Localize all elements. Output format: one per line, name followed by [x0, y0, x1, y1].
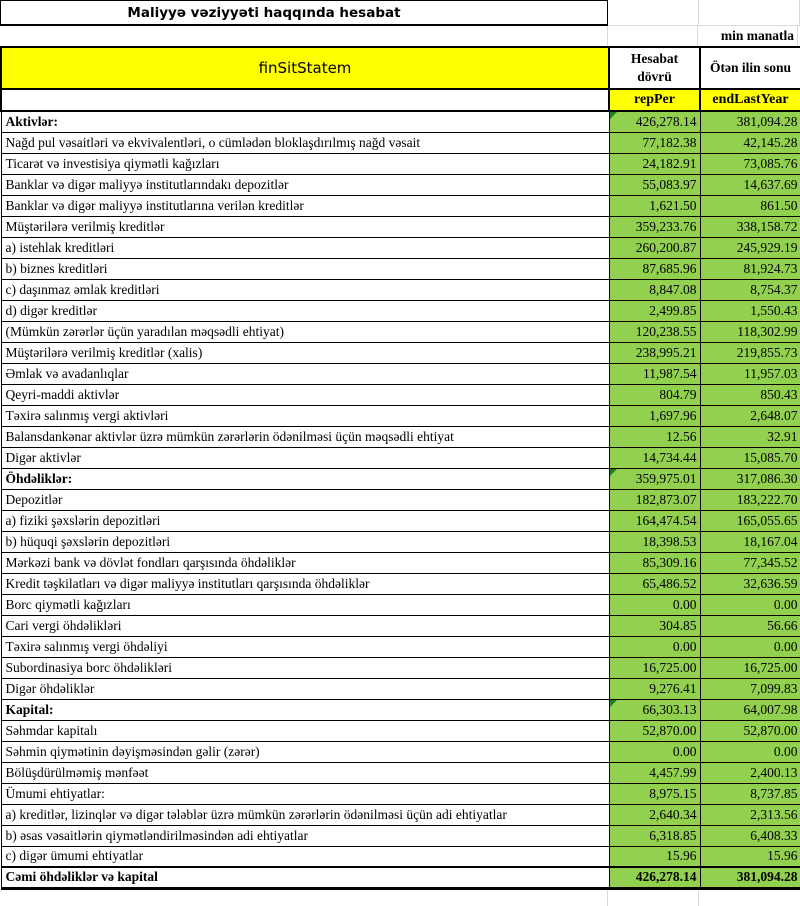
- table-row: [1, 468, 800, 489]
- cell-corner-marker: [610, 700, 617, 707]
- value-end-last-year: 77,345.52: [700, 552, 800, 573]
- value-end-last-year: 0.00: [700, 741, 800, 762]
- table-row: [1, 804, 800, 825]
- value-end-last-year: 0.00: [700, 594, 800, 615]
- value-reporting-period: 24,182.91: [609, 153, 700, 174]
- row-label: Digər öhdəliklər: [1, 678, 609, 699]
- row-label: Əmlak və avadanlıqlar: [1, 363, 609, 384]
- row-label: Ticarət və investisiya qiymətli kağızları: [1, 153, 609, 174]
- row-label: Ümumi ehtiyatlar:: [1, 783, 609, 804]
- row-label: c) digər ümumi ehtiyatlar: [1, 846, 609, 867]
- table-row: [1, 762, 800, 783]
- value-end-last-year: 381,094.28: [700, 867, 800, 888]
- value-end-last-year: 15.96: [700, 846, 800, 867]
- value-reporting-period: 164,474.54: [609, 510, 700, 531]
- value-reporting-period: 4,457.99: [609, 762, 700, 783]
- value-end-last-year: 165,055.65: [700, 510, 800, 531]
- value-end-last-year: 16,725.00: [700, 657, 800, 678]
- value-reporting-period: 2,499.85: [609, 300, 700, 321]
- row-label: Səhmin qiymətinin dəyişməsindən gəlir (zərər): [1, 741, 609, 762]
- value-end-last-year: 64,007.98: [700, 699, 800, 720]
- value-reporting-period: 12.56: [609, 426, 700, 447]
- row-label: Cəmi öhdəliklər və kapital: [1, 867, 609, 888]
- empty-cell: [1, 89, 609, 111]
- table-row: [1, 510, 800, 531]
- table-row: [1, 300, 800, 321]
- value-end-last-year: 56.66: [700, 615, 800, 636]
- title-row: [0, 0, 800, 26]
- value-end-last-year: 2,400.13: [700, 762, 800, 783]
- value-end-last-year: 2,648.07: [700, 405, 800, 426]
- value-reporting-period: 0.00: [609, 636, 700, 657]
- table-row: [1, 111, 800, 132]
- value-reporting-period: 8,975.15: [609, 783, 700, 804]
- value-end-last-year: 42,145.28: [700, 132, 800, 153]
- value-reporting-period: 804.79: [609, 384, 700, 405]
- row-label: Müştərilərə verilmiş kreditlər (xalis): [1, 342, 609, 363]
- row-label: b) biznes kreditləri: [1, 258, 609, 279]
- empty-grid-cell: [699, 0, 800, 26]
- table-row: [1, 825, 800, 846]
- value-end-last-year: 245,929.19: [700, 237, 800, 258]
- value-reporting-period: 11,987.54: [609, 363, 700, 384]
- value-reporting-period: 65,486.52: [609, 573, 700, 594]
- value-reporting-period: 16,725.00: [609, 657, 700, 678]
- unit-note: min manatla: [720, 28, 794, 43]
- table-row: [1, 447, 800, 468]
- value-end-last-year: 32.91: [700, 426, 800, 447]
- table-row: [1, 216, 800, 237]
- value-end-last-year: 7,099.83: [700, 678, 800, 699]
- row-label: b) hüquqi şəxslərin depozitləri: [1, 531, 609, 552]
- table-row: [1, 741, 800, 762]
- report-title: Maliyyə vəziyyəti haqqında hesabat: [127, 4, 401, 21]
- table-row: [1, 699, 800, 720]
- value-reporting-period: 1,697.96: [609, 405, 700, 426]
- table-row: [1, 405, 800, 426]
- row-label: (Mümkün zərərlər üçün yaradılan məqsədli ehtiyat): [1, 321, 609, 342]
- row-label: Nağd pul vəsaitləri və ekvivalentləri, o cümlədən bloklaşdırılmış nağd vəsait: [1, 132, 609, 153]
- row-label: Mərkəzi bank və dövlət fondları qarşısında öhdəliklər: [1, 552, 609, 573]
- row-label: Səhmdar kapitalı: [1, 720, 609, 741]
- value-end-last-year: 15,085.70: [700, 447, 800, 468]
- value-end-last-year: 11,957.03: [700, 363, 800, 384]
- value-reporting-period: 238,995.21: [609, 342, 700, 363]
- row-label: Bölüşdürülməmiş mənfəət: [1, 762, 609, 783]
- unit-row: [0, 26, 800, 46]
- table-row: [1, 132, 800, 153]
- row-label: a) kreditlər, lizinqlər və digər tələblər üzrə mümkün zərərlərin ödənilməsi üçün adi ehtiyatlar: [1, 804, 609, 825]
- row-label: Subordinasiya borc öhdəlikləri: [1, 657, 609, 678]
- value-reporting-period: 66,303.13: [609, 699, 700, 720]
- table-row: [1, 384, 800, 405]
- row-label: Kapital:: [1, 699, 609, 720]
- value-end-last-year: 14,637.69: [700, 174, 800, 195]
- value-reporting-period: 85,309.16: [609, 552, 700, 573]
- value-end-last-year: 861.50: [700, 195, 800, 216]
- row-label: Balansdankənar aktivlər üzrə mümkün zərərlərin ödənilməsi üçün məqsədli ehtiyat: [1, 426, 609, 447]
- code-end-last-year: endLastYear: [700, 89, 800, 111]
- row-label: Banklar və digər maliyyə institutlarına verilən kreditlər: [1, 195, 609, 216]
- value-reporting-period: 120,238.55: [609, 321, 700, 342]
- row-label: Depozitlər: [1, 489, 609, 510]
- statement-id-header: finSitStatem: [1, 47, 609, 89]
- value-end-last-year: 8,737.85: [700, 783, 800, 804]
- value-reporting-period: 18,398.53: [609, 531, 700, 552]
- table-row: [1, 720, 800, 741]
- value-end-last-year: 219,855.73: [700, 342, 800, 363]
- row-label: d) digər kreditlər: [1, 300, 609, 321]
- row-label: Cari vergi öhdəlikləri: [1, 615, 609, 636]
- gridline: [698, 890, 699, 906]
- financial-position-table: [0, 46, 800, 890]
- value-end-last-year: 338,158.72: [700, 216, 800, 237]
- table-row: [1, 489, 800, 510]
- value-end-last-year: 0.00: [700, 636, 800, 657]
- value-reporting-period: 0.00: [609, 594, 700, 615]
- row-label: Kredit təşkilatları və digər maliyyə institutları qarşısında öhdəliklər: [1, 573, 609, 594]
- value-reporting-period: 359,233.76: [609, 216, 700, 237]
- col-header-end-of-last-year: Ötən ilin sonu: [700, 47, 800, 89]
- value-end-last-year: 6,408.33: [700, 825, 800, 846]
- value-end-last-year: 73,085.76: [700, 153, 800, 174]
- table-row: [1, 636, 800, 657]
- below-table-area: [0, 890, 800, 906]
- row-label: Öhdəliklər:: [1, 468, 609, 489]
- value-reporting-period: 8,847.08: [609, 279, 700, 300]
- value-reporting-period: 52,870.00: [609, 720, 700, 741]
- value-end-last-year: 183,222.70: [700, 489, 800, 510]
- row-label: Digər aktivlər: [1, 447, 609, 468]
- row-label: a) fiziki şəxslərin depozitləri: [1, 510, 609, 531]
- table-row: [1, 174, 800, 195]
- row-label: Aktivlər:: [1, 111, 609, 132]
- row-label: Təxirə salınmış vergi öhdəliyi: [1, 636, 609, 657]
- row-label: Borc qiymətli kağızları: [1, 594, 609, 615]
- col-header-reporting-period: Hesabat dövrü: [609, 47, 700, 89]
- value-reporting-period: 359,975.01: [609, 468, 700, 489]
- table-body: [1, 111, 800, 888]
- row-label: Qeyri-maddi aktivlər: [1, 384, 609, 405]
- table-row: [1, 258, 800, 279]
- value-end-last-year: 8,754.37: [700, 279, 800, 300]
- value-reporting-period: 55,083.97: [609, 174, 700, 195]
- value-reporting-period: 14,734.44: [609, 447, 700, 468]
- table-row: [1, 867, 800, 888]
- value-reporting-period: 0.00: [609, 741, 700, 762]
- value-reporting-period: 15.96: [609, 846, 700, 867]
- code-row: [1, 89, 800, 111]
- value-end-last-year: 118,302.99: [700, 321, 800, 342]
- table-row: [1, 678, 800, 699]
- empty-cell: [0, 26, 608, 46]
- value-end-last-year: 32,636.59: [700, 573, 800, 594]
- row-label: Müştərilərə verilmiş kreditlər: [1, 216, 609, 237]
- row-label: b) əsas vəsaitlərin qiymətləndirilməsindən adi ehtiyatlar: [1, 825, 609, 846]
- table-row: [1, 657, 800, 678]
- row-label: c) daşınmaz əmlak kreditləri: [1, 279, 609, 300]
- value-end-last-year: 850.43: [700, 384, 800, 405]
- table-row: [1, 573, 800, 594]
- table-row: [1, 531, 800, 552]
- value-end-last-year: 18,167.04: [700, 531, 800, 552]
- table-row: [1, 195, 800, 216]
- value-end-last-year: 1,550.43: [700, 300, 800, 321]
- header-row: [1, 47, 800, 89]
- value-end-last-year: 381,094.28: [700, 111, 800, 132]
- table-row: [1, 342, 800, 363]
- row-label: Təxirə salınmış vergi aktivləri: [1, 405, 609, 426]
- value-reporting-period: 426,278.14: [609, 111, 700, 132]
- value-reporting-period: 6,318.85: [609, 825, 700, 846]
- table-row: [1, 237, 800, 258]
- empty-grid-cell: [607, 26, 698, 46]
- row-label: Banklar və digər maliyyə institutlarındakı depozitlər: [1, 174, 609, 195]
- table-row: [1, 363, 800, 384]
- cell-corner-marker: [610, 112, 617, 119]
- table-row: [1, 783, 800, 804]
- table-row: [1, 615, 800, 636]
- value-reporting-period: 304.85: [609, 615, 700, 636]
- value-reporting-period: 1,621.50: [609, 195, 700, 216]
- table-row: [1, 594, 800, 615]
- table-row: [1, 153, 800, 174]
- table-row: [1, 321, 800, 342]
- table-row: [1, 552, 800, 573]
- empty-grid-cell: [608, 0, 699, 26]
- gridline: [607, 890, 608, 906]
- value-reporting-period: 77,182.38: [609, 132, 700, 153]
- table-row: [1, 426, 800, 447]
- report-title-cell: [0, 0, 608, 26]
- value-reporting-period: 182,873.07: [609, 489, 700, 510]
- value-end-last-year: 81,924.73: [700, 258, 800, 279]
- value-end-last-year: 52,870.00: [700, 720, 800, 741]
- table-row: [1, 846, 800, 867]
- value-reporting-period: 87,685.96: [609, 258, 700, 279]
- row-label: a) istehlak kreditləri: [1, 237, 609, 258]
- value-reporting-period: 426,278.14: [609, 867, 700, 888]
- value-end-last-year: 317,086.30: [700, 468, 800, 489]
- value-reporting-period: 9,276.41: [609, 678, 700, 699]
- table-row: [1, 279, 800, 300]
- value-end-last-year: 2,313.56: [700, 804, 800, 825]
- cell-corner-marker: [610, 469, 617, 476]
- code-reporting-period: repPer: [609, 89, 700, 111]
- value-reporting-period: 260,200.87: [609, 237, 700, 258]
- unit-note-cell: [697, 26, 798, 46]
- value-reporting-period: 2,640.34: [609, 804, 700, 825]
